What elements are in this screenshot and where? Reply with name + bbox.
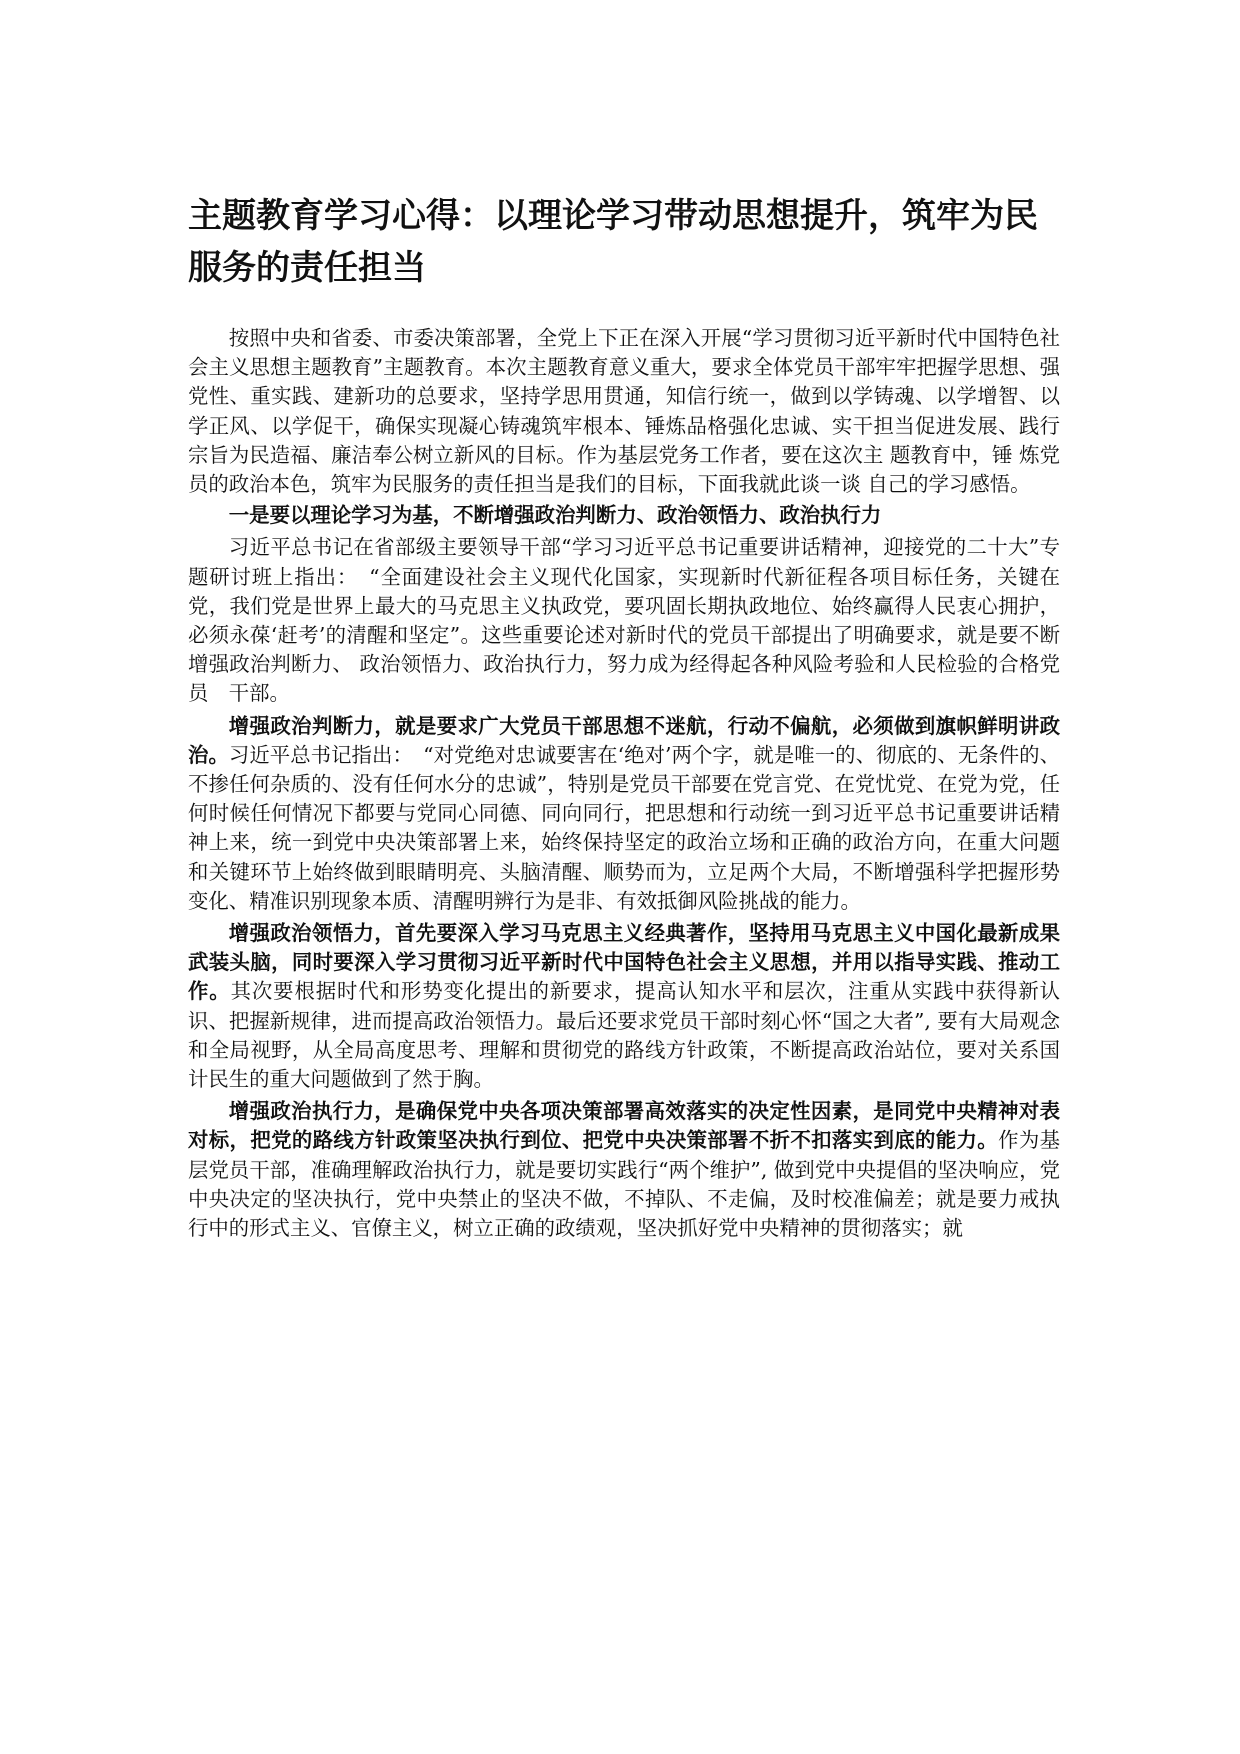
paragraph-lead-bold: 增强政治判断力，就是要求广大党员干部思想不迷航，行动不偏航，必须做到旗帜鲜明讲政治。 (188, 713, 1060, 767)
paragraph-body-text: 习近平总书记指出： “对党绝对忠诚要害在‘绝对’两个字，就是唯一的、彻底的、无条件的、不掺任何杂质的、没有任何水分的忠诚”，特别是党员干部要在党言党、在党忧党、在党为党，任何时候任何情况下都要与党同心同德、同向同行，把思想和行动统一到习近平总书记重要讲话精神上来，统一到党中央决策部署上来，始终保持坚定的政治立场和正确的政治方向，在重大问题和关键环节上始终做到眼睛明亮、头脑清醒、顺势而为，立足两个大局，不断增强科学把握形势变化、精准识别现象本质、清醒明辨行为是非、有效抵御风险挑战的能力。 (188, 742, 1060, 913)
body-paragraph-judgment (188, 712, 1060, 916)
section-heading-1: 一是要以理论学习为基，不断增强政治判断力、政治领悟力、政治执行力 (228, 503, 882, 528)
paragraph-lead-bold: 增强政治执行力，是确保党中央各项决策部署高效落实的决定性因素，是同党中央精神对表对标，把党的路线方针政策坚决执行到位、把党中央决策部署不折不扣落实到底的能力。 (188, 1099, 1060, 1153)
paragraph-body-text: 其次要根据时代和形势变化提出的新要求，提高认知水平和层次，注重从实践中获得新认识、把握新规律，进而提高政治领悟力。最后还要求党员干部时刻心怀“国之大者”, 要有大局观念和全局视野，从全局高度思考、理解和贯彻党的路线方针政策，不断提高政治站位，要对关系国计民生的重大问题做到了然于胸。 (188, 979, 1061, 1092)
body-paragraph-execution (188, 1097, 1060, 1243)
document-page (188, 190, 1060, 1243)
document-title: 主题教育学习心得：以理论学习带动思想提升，筑牢为民服务的责任担当 (188, 196, 1038, 288)
body-paragraph-quote: 习近平总书记在省部级主要领导干部“学习习近平总书记重要讲话精神，迎接党的二十大”专题研讨班上指出： “全面建设社会主义现代化国家，实现新时代新征程各项目标任务，关键在党，我们党是世界上最大的马克思主义执政党，要巩固长期执政地位、始终赢得人民衷心拥护，必须永葆‘赶考’的清醒和坚定”。这些重要论述对新时代的党员干部提出了明确要求，就是要不断增强政治判断力、 政治领悟力、政治执行力，努力成为经得起各种风险考验和人民检验的合格党员 干部。 (188, 535, 1060, 706)
intro-paragraph: 按照中央和省委、市委决策部署，全党上下正在深入开展“学习贯彻习近平新时代中国特色社会主义思想主题教育”主题教育。本次主题教育意义重大，要求全体党员干部牢牢把握学思想、强党性、重实践、建新功的总要求，坚持学思用贯通，知信行统一，做到以学铸魂、以学增智、以学正风、以学促干，确保实现凝心铸魂筑牢根本、锤炼品格强化忠诚、实干担当促进发展、践行宗旨为民造福、廉洁奉公树立新风的目标。作为基层党务工作者，要在这次主 题教育中，锤 炼党员的政治本色，筑牢为民服务的责任担当是我们的目标，下面我就此谈一谈 自己的学习感悟。 (188, 326, 1060, 497)
body-paragraph-comprehension (188, 919, 1060, 1094)
paragraph-lead-bold: 增强政治领悟力，首先要深入学习马克思主义经典著作，坚持用马克思主义中国化最新成果武装头脑，同时要深入学习贯彻习近平新时代中国特色社会主义思想，并用以指导实践、推动工作。 (188, 921, 1060, 1004)
paragraph-body-text: 作为基层党员干部，准确理解政治执行力，就是要切实践行“两个维护”, 做到党中央提倡的坚决响应，党中央决定的坚决执行，党中央禁止的坚决不做，不掉队、不走偏，及时校准偏差；就是要力戒执行中的形式主义、官僚主义，树立正确的政绩观，坚决抓好党中央精神的贯彻落实；就 (188, 1128, 1061, 1241)
